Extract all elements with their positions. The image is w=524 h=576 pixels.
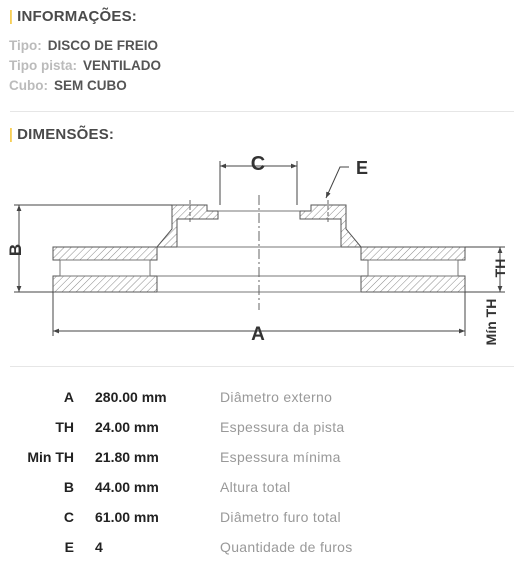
vane-right [368,260,458,276]
spec-desc: Espessura mínima [220,449,341,465]
spec-row [0,449,524,469]
spec-desc: Espessura da pista [220,419,345,435]
info-title-text: INFORMAÇÕES: [17,8,138,25]
accent-bar: | [9,126,14,143]
spec-row [0,389,524,409]
info-row-cubo [9,78,127,93]
spec-code: C [63,509,74,525]
spec-code: E [64,539,74,555]
spec-value: 4 [95,539,103,555]
spec-value: 24.00 mm [95,419,159,435]
divider [10,366,514,367]
label-b: B [6,243,25,257]
vane-left [60,260,150,276]
dimensions-section-title [9,126,114,143]
label-th: TH [492,258,508,278]
info-value: SEM CUBO [53,78,127,93]
spec-value: 280.00 mm [95,389,167,405]
label-min-th: Mín TH [483,298,499,346]
e-leader [326,167,349,198]
spec-row [0,419,524,439]
disc-section-left [53,205,218,260]
label-e: E [355,158,369,178]
info-value: VENTILADO [83,58,162,73]
disc-plate-left [53,276,157,292]
spec-value: 21.80 mm [95,449,159,465]
spec-value: 44.00 mm [95,479,159,495]
info-label: Cubo: [9,78,48,93]
label-a: A [251,324,265,345]
info-row-tipo [9,38,158,53]
spec-code: B [63,479,74,495]
info-label: Tipo: [9,38,42,53]
dimensions-title-text: DIMENSÕES: [17,126,115,143]
spec-code: Min TH [27,449,74,465]
spec-row [0,539,524,559]
info-row-tipo-pista [9,58,161,73]
divider [10,111,514,112]
info-label: Tipo pista: [9,58,78,73]
label-c: C [250,153,266,175]
spec-desc: Diâmetro furo total [220,509,341,525]
info-value: DISCO DE FREIO [47,38,159,53]
spec-desc: Diâmetro externo [220,389,333,405]
info-section-title [9,8,137,25]
spec-value: 61.00 mm [95,509,159,525]
spec-code: TH [55,419,74,435]
spec-desc: Quantidade de furos [220,539,353,555]
disc-plate-right [361,276,465,292]
spec-row [0,509,524,529]
spec-desc: Altura total [220,479,291,495]
spec-row [0,479,524,499]
disc-section-right [300,205,465,260]
spec-code: A [63,389,74,405]
brake-disc-diagram [0,150,524,360]
accent-bar: | [9,8,14,25]
